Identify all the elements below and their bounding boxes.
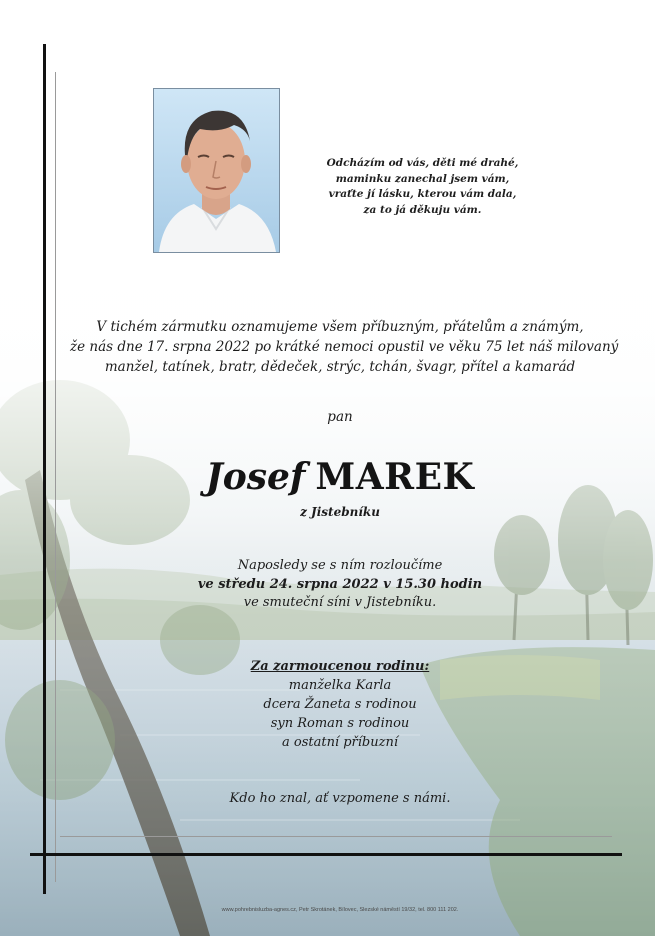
mourners-heading: Za zarmoucenou rodinu: <box>250 659 430 674</box>
funeral-place: ve smuteční síni v Jistebníku. <box>243 595 437 610</box>
horizontal-rule-thin <box>60 836 612 837</box>
announcement-line: manžel, tatínek, bratr, dědeček, strýc, tchán, švagr, přítel a kamarád <box>104 359 576 375</box>
death-announcement <box>70 317 619 377</box>
horizontal-rule <box>30 853 622 856</box>
farewell-poem <box>300 156 545 218</box>
vertical-rule <box>43 44 46 894</box>
funeral-intro: Naposledy se s ním rozloučíme <box>237 558 443 573</box>
funeral-service-footer: www.pohrebnisluzba-agnes.cz, Petr Skrotánek, Bílovec, Slezské náměstí 19/32, tel. 800 111 202. <box>221 907 459 913</box>
deceased-origin: z Jistebníku <box>300 505 380 519</box>
funeral-details <box>70 557 610 613</box>
first-name: Josef <box>205 456 306 498</box>
closing-line: Kdo ho znal, ať vzpomene s námi. <box>229 791 451 806</box>
poem-line: Odcházím od vás, děti mé drahé, <box>326 157 519 169</box>
mourner-item: a ostatní příbuzní <box>281 735 398 750</box>
announcement-line: že nás dne 17. srpna 2022 po krátké nemoci opustil ve věku 75 let náš milovaný <box>70 339 619 355</box>
deceased-name <box>70 455 610 499</box>
mourner-item: dcera Žaneta s rodinou <box>263 697 417 712</box>
poem-line: maminku zanechal jsem vám, <box>335 172 510 185</box>
funeral-date-time: ve středu 24. srpna 2022 v 15.30 hodin <box>197 576 483 592</box>
vertical-rule-thin <box>55 72 56 882</box>
mourner-item: syn Roman s rodinou <box>270 716 410 731</box>
announcement-line: V tichém zármutku oznamujeme všem příbuzným, přátelům a známým, <box>96 319 584 335</box>
poem-line: vraťte jí lásku, kterou vám dala, <box>328 188 517 200</box>
mourner-item: manželka Karla <box>288 678 392 693</box>
last-name: MAREK <box>315 456 475 498</box>
poem-line: za to já děkuju vám. <box>363 203 482 216</box>
mourners-list <box>70 657 610 752</box>
portrait-photo <box>153 88 280 253</box>
honorific: pan <box>327 409 353 425</box>
